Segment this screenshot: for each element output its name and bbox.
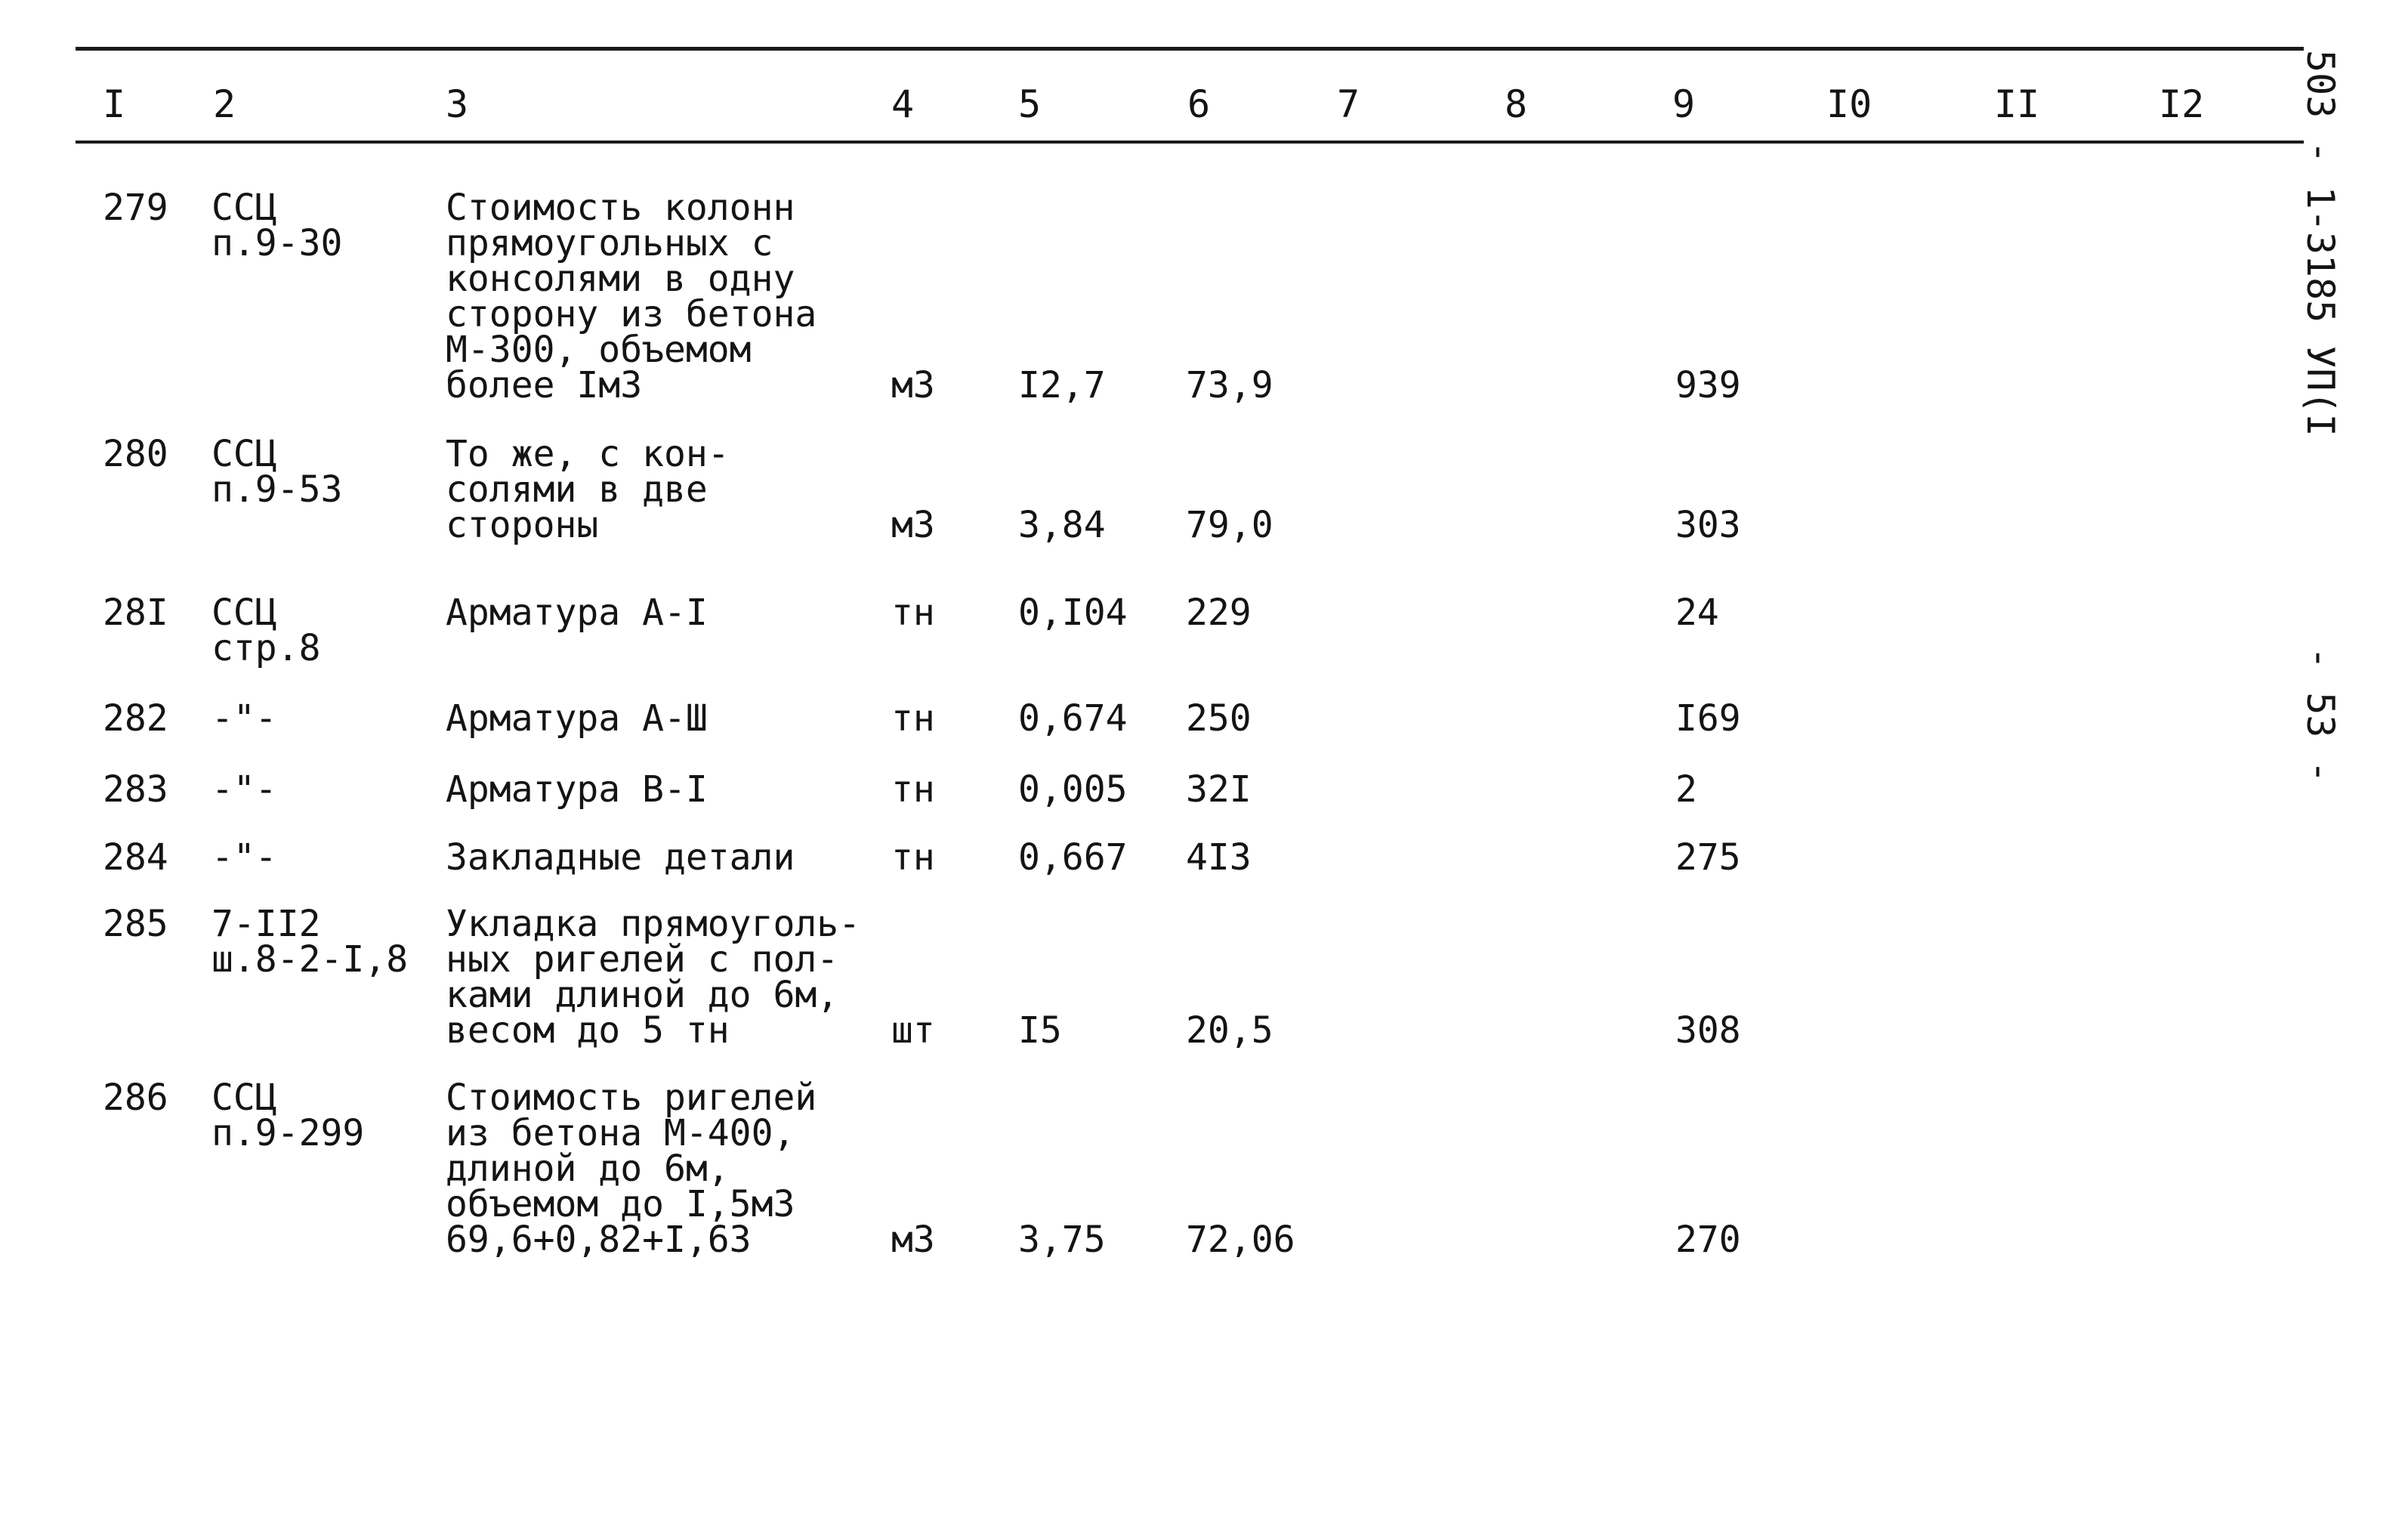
price-reference: п.9-30 [211, 222, 343, 264]
unit-of-measure: шт [891, 1009, 935, 1052]
column-header: 5 [1018, 82, 1042, 126]
unit-price: 73,9 [1186, 364, 1273, 406]
work-description: прямоугольных с [446, 222, 773, 264]
quantity: 3,75 [1018, 1219, 1106, 1261]
work-description: Арматура А-I [446, 592, 708, 634]
unit-price: 250 [1186, 697, 1252, 740]
unit-of-measure: тн [891, 697, 935, 740]
work-description: Стоимость ригелей [446, 1077, 817, 1119]
total-cost: 275 [1675, 836, 1741, 879]
work-description: ками длиной до 6м, [446, 974, 839, 1016]
header-rule [76, 141, 2304, 144]
column-header: 9 [1672, 82, 1696, 126]
row-number: 285 [103, 903, 168, 945]
price-reference: 7-II2 [211, 903, 321, 945]
price-reference: ш.8-2-I,8 [211, 938, 409, 981]
price-reference: стр.8 [211, 627, 321, 669]
price-reference: ССЦ [211, 433, 277, 475]
top-rule [76, 47, 2304, 51]
unit-price: 79,0 [1186, 504, 1273, 546]
quantity: 0,674 [1018, 697, 1128, 740]
price-reference: п.9-299 [211, 1112, 365, 1154]
total-cost: 939 [1675, 364, 1741, 406]
row-number: 283 [103, 768, 168, 811]
column-header: 4 [891, 82, 915, 126]
unit-of-measure: м3 [891, 364, 935, 406]
work-description: весом до 5 тн [446, 1009, 730, 1052]
quantity: I2,7 [1018, 364, 1106, 406]
column-header: I2 [2159, 82, 2205, 126]
column-header: 7 [1337, 82, 1360, 126]
work-description: длиной до 6м, [446, 1148, 730, 1190]
work-description: объемом до I,5м3 [446, 1183, 795, 1225]
price-reference: ССЦ [211, 592, 277, 634]
work-description: стороны [446, 504, 599, 546]
column-header: 8 [1505, 82, 1528, 126]
row-number: 282 [103, 697, 168, 740]
work-description: Арматура В-I [446, 768, 708, 811]
column-header: 2 [213, 82, 236, 126]
work-description: консолями в одну [446, 258, 795, 300]
price-reference: п.9-53 [211, 468, 343, 511]
unit-of-measure: тн [891, 768, 935, 811]
price-reference: -"- [211, 836, 277, 879]
unit-price: 20,5 [1186, 1009, 1273, 1052]
unit-of-measure: м3 [891, 504, 935, 546]
row-number: 28I [103, 592, 168, 634]
work-description: Укладка прямоуголь- [446, 903, 861, 945]
price-reference: ССЦ [211, 1077, 277, 1119]
quantity: I5 [1018, 1009, 1062, 1052]
price-reference: ССЦ [211, 187, 277, 229]
price-reference: -"- [211, 697, 277, 740]
row-number: 279 [103, 187, 168, 229]
total-cost: 270 [1675, 1219, 1741, 1261]
work-description: То же, с кон- [446, 433, 730, 475]
work-description: М-300, объемом [446, 329, 752, 371]
column-header: 6 [1187, 82, 1211, 126]
work-description: солями в две [446, 468, 708, 511]
work-description: Арматура А-Ш [446, 697, 708, 740]
work-description: сторону из бетона [446, 293, 817, 335]
work-description: Закладные детали [446, 836, 795, 879]
column-header: I [103, 82, 126, 126]
work-description: 69,6+0,82+I,63 [446, 1219, 752, 1261]
total-cost: 2 [1675, 768, 1697, 811]
unit-price: 4I3 [1186, 836, 1252, 879]
page-number: - 53 - [2298, 647, 2342, 783]
column-header: II [1994, 82, 2040, 126]
document-code: 503 - 1-3185 УП(I [2298, 50, 2342, 437]
quantity: 0,005 [1018, 768, 1128, 811]
work-description: из бетона М-400, [446, 1112, 795, 1154]
work-description: Стоимость колонн [446, 187, 795, 229]
row-number: 280 [103, 433, 168, 475]
quantity: 0,667 [1018, 836, 1128, 879]
total-cost: 303 [1675, 504, 1741, 546]
unit-price: 72,06 [1186, 1219, 1295, 1261]
total-cost: I69 [1675, 697, 1741, 740]
row-number: 286 [103, 1077, 168, 1119]
unit-of-measure: тн [891, 836, 935, 879]
total-cost: 308 [1675, 1009, 1741, 1052]
quantity: 0,I04 [1018, 592, 1128, 634]
column-header: I0 [1826, 82, 1872, 126]
unit-price: 32I [1186, 768, 1252, 811]
price-reference: -"- [211, 768, 277, 811]
work-description: ных ригелей с пол- [446, 938, 839, 981]
quantity: 3,84 [1018, 504, 1106, 546]
work-description: более Iм3 [446, 364, 643, 406]
column-header: 3 [446, 82, 469, 126]
row-number: 284 [103, 836, 168, 879]
total-cost: 24 [1675, 592, 1719, 634]
unit-of-measure: тн [891, 592, 935, 634]
unit-price: 229 [1186, 592, 1252, 634]
unit-of-measure: м3 [891, 1219, 935, 1261]
